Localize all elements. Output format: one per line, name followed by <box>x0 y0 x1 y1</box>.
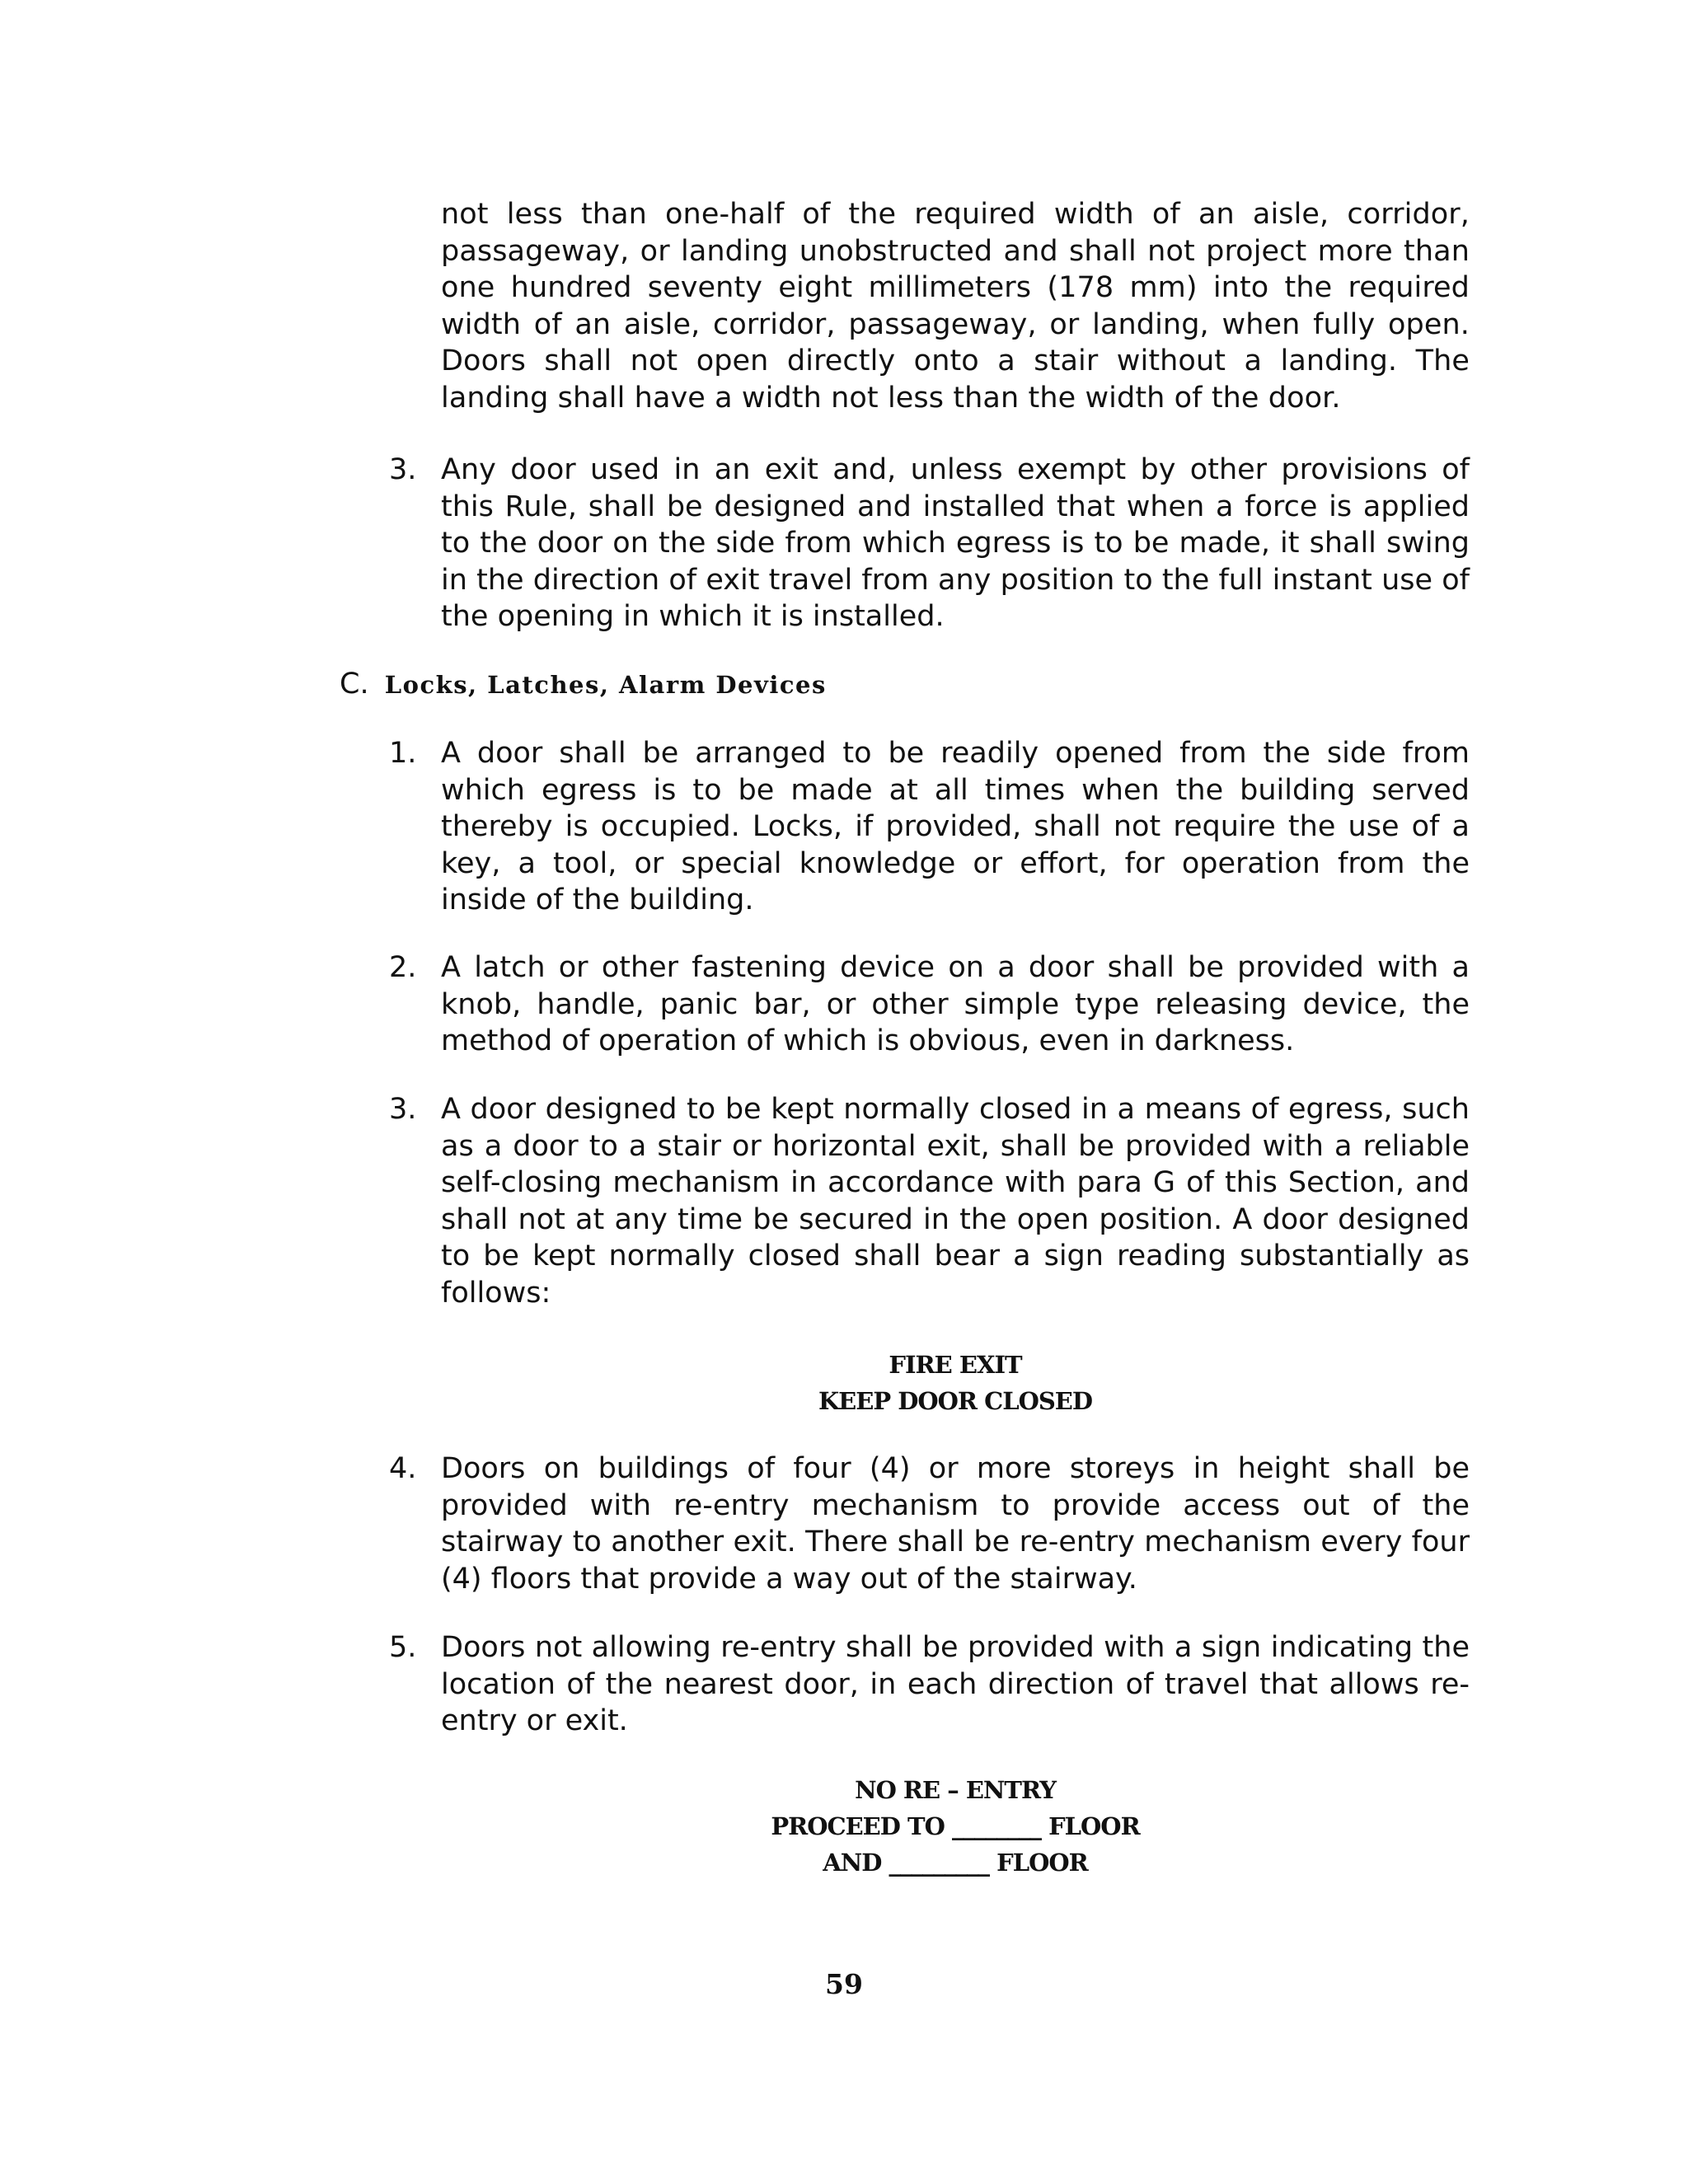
list-item-b3 <box>389 452 1470 635</box>
list-item-number: 2. <box>389 951 417 984</box>
intro-paragraph: not less than one-half of the required width of an aisle, corridor, passageway, or landing unobstructed and shall not project more than one hundred seventy eight millimeters (178 mm) into the required width of an aisle, corridor, passageway, or landing, when fully open. Doors shall not open directly onto a stair without a landing. The landing shall have a width not less than the width of the door. <box>441 198 1470 415</box>
list-item-c2 <box>389 949 1470 1060</box>
page-number: 59 <box>825 1968 863 2000</box>
list-item-number: 5. <box>389 1631 417 1664</box>
list-item-number: 3. <box>389 1093 417 1126</box>
section-title: Locks, Latches, Alarm Devices <box>384 671 827 699</box>
sign-line: NO RE – ENTRY <box>855 1776 1056 1804</box>
list-item-number: 1. <box>389 737 417 770</box>
list-item-text: Doors on buildings of four (4) or more storeys in height shall be provided with re-entry mechanism to provide access out of the stairway to another exit. There shall be re-entry mechanism every four (4) floors that provide a way out of the stairway. <box>441 1452 1470 1596</box>
sign-fire-exit <box>441 1347 1470 1419</box>
list-item-c3 <box>389 1091 1470 1311</box>
list-item-text: A door shall be arranged to be readily opened from the side from which egress is to be made at all times when the building served thereby is occupied. Locks, if provided, shall not require the use of a key, a tool, or special knowledge or effort, for operation from the inside of the building. <box>441 737 1470 916</box>
list-item-number: 4. <box>389 1452 417 1485</box>
section-heading-c <box>340 666 827 703</box>
sign-line: FIRE EXIT <box>889 1351 1022 1379</box>
list-item-text: Any door used in an exit and, unless exempt by other provisions of this Rule, shall be designed and installed that when a force is applied to the door on the side from which egress is to be made, it shall swing in the direction of exit travel from any position to the full instant use of the opening in which it is installed. <box>441 453 1470 633</box>
sign-line: AND _________ FLOOR <box>823 1849 1088 1877</box>
list-item-c4 <box>389 1451 1470 1597</box>
sign-line: PROCEED TO ________ FLOOR <box>771 1812 1140 1840</box>
list-item-c1 <box>389 735 1470 919</box>
list-item-number: 3. <box>389 453 417 486</box>
sign-line: KEEP DOOR CLOSED <box>818 1387 1093 1415</box>
list-item-text: A latch or other fastening device on a door shall be provided with a knob, handle, panic bar, or other simple type releasing device, the method of operation of which is obvious, even in darkness. <box>441 951 1470 1057</box>
section-letter: C. <box>340 668 369 701</box>
list-item-c5 <box>389 1629 1470 1740</box>
sign-no-reentry <box>441 1772 1470 1881</box>
list-item-text: Doors not allowing re-entry shall be provided with a sign indicating the location of the nearest door, in each direction of travel that allows re-entry or exit. <box>441 1631 1470 1737</box>
list-item-text: A door designed to be kept normally closed in a means of egress, such as a door to a stair or horizontal exit, shall be provided with a reliable self-closing mechanism in accordance with para G of this Section, and shall not at any time be secured in the open position. A door designed to be kept normally closed shall bear a sign reading substantially as follows: <box>441 1093 1470 1310</box>
